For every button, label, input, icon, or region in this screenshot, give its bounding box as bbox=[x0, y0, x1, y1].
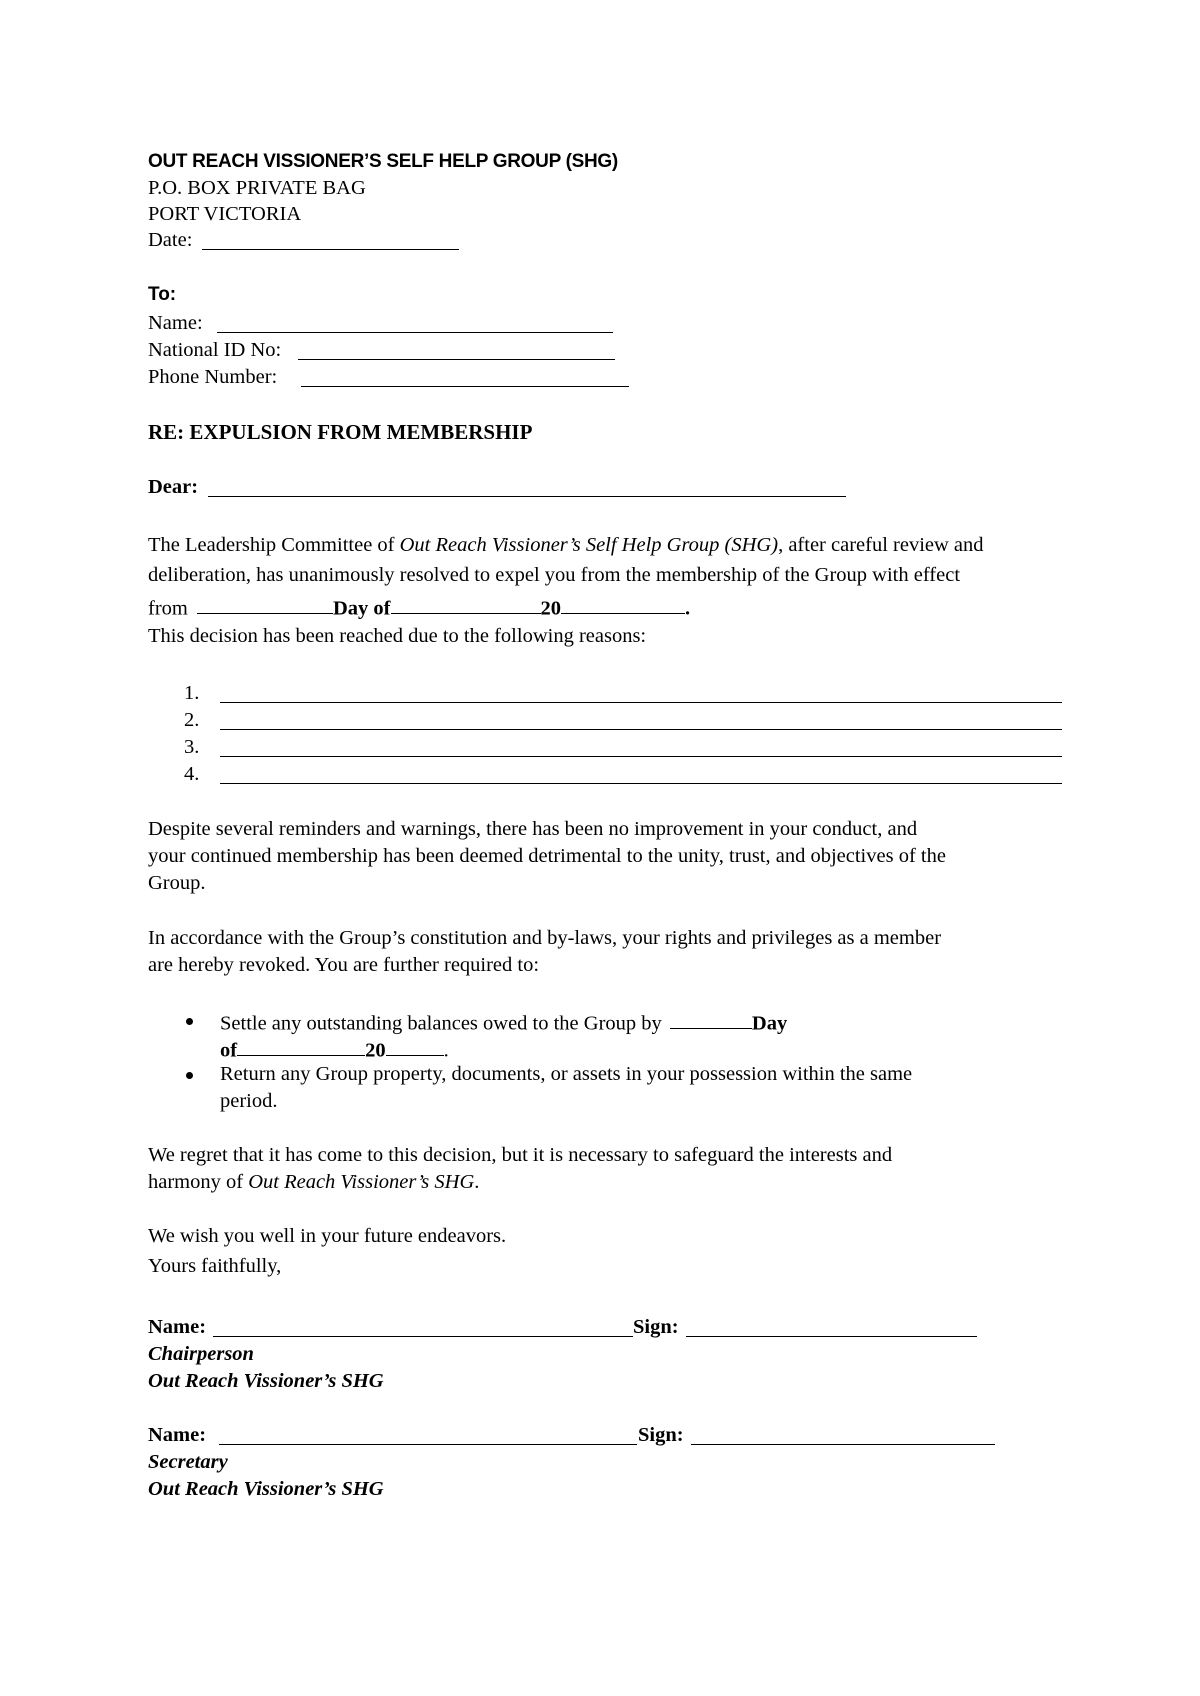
salutation-name-field[interactable] bbox=[208, 496, 846, 497]
reason-1-number: 1. bbox=[184, 682, 200, 704]
bullet-2-dot bbox=[186, 1072, 193, 1079]
paragraph-1-line-1: The Leadership Committee of Out Reach Vissioner’s Self Help Group (SHG), after careful review and bbox=[148, 534, 984, 556]
paragraph-6: We wish you well in your future endeavors. bbox=[148, 1225, 507, 1247]
reason-3-number: 3. bbox=[184, 736, 200, 758]
secretary-name-field[interactable] bbox=[219, 1444, 637, 1445]
chair-sign-field[interactable] bbox=[686, 1336, 977, 1337]
paragraph-5-line-2: harmony of Out Reach Vissioner’s SHG. bbox=[148, 1171, 480, 1193]
bullet-2-line-2: period. bbox=[220, 1090, 278, 1112]
effective-year-field[interactable] bbox=[561, 595, 685, 614]
recipient-name-label: Name: bbox=[148, 312, 203, 334]
org-name-italic: Out Reach Vissioner’s Self Help Group (SHG) bbox=[399, 534, 779, 556]
paragraph-3-line-2: your continued membership has been deemed detrimental to the unity, trust, and objectives of the bbox=[148, 845, 946, 867]
settle-year-field[interactable] bbox=[386, 1037, 444, 1056]
closing-line: Yours faithfully, bbox=[148, 1255, 282, 1277]
phone-label: Phone Number: bbox=[148, 366, 278, 388]
secretary-title: Secretary bbox=[148, 1451, 228, 1473]
reason-3-field[interactable] bbox=[220, 756, 1062, 757]
recipient-name-field[interactable] bbox=[217, 332, 613, 333]
date-label: Date: bbox=[148, 229, 193, 251]
secretary-org: Out Reach Vissioner’s SHG bbox=[148, 1478, 384, 1500]
paragraph-5-line-1: We regret that it has come to this decision, but it is necessary to safeguard the interests and bbox=[148, 1144, 893, 1166]
chair-title: Chairperson bbox=[148, 1343, 254, 1365]
date-field[interactable] bbox=[202, 249, 459, 250]
bullet-1-line-2: of 20 . bbox=[220, 1037, 449, 1061]
secretary-name-label: Name: bbox=[148, 1424, 207, 1446]
org-name: OUT REACH VISSIONER’S SELF HELP GROUP (SHG) bbox=[148, 151, 618, 172]
paragraph-3-line-1: Despite several reminders and warnings, there has been no improvement in your conduct, and bbox=[148, 818, 918, 840]
chair-sign-label: Sign: bbox=[633, 1316, 679, 1338]
paragraph-4-line-1: In accordance with the Group’s constitution and by-laws, your rights and privileges as a member bbox=[148, 927, 942, 949]
paragraph-4-line-2: are hereby revoked. You are further required to: bbox=[148, 954, 540, 976]
address-line-1: P.O. BOX PRIVATE BAG bbox=[148, 177, 366, 199]
settle-day-field[interactable] bbox=[670, 1010, 752, 1029]
reason-2-number: 2. bbox=[184, 709, 200, 731]
to-label: To: bbox=[148, 284, 177, 305]
secretary-sign-field[interactable] bbox=[691, 1444, 995, 1445]
chair-name-label: Name: bbox=[148, 1316, 207, 1338]
salutation-label: Dear: bbox=[148, 476, 199, 498]
address-line-2: PORT VICTORIA bbox=[148, 203, 302, 225]
national-id-label: National ID No: bbox=[148, 339, 282, 361]
bullet-1-line-1: Settle any outstanding balances owed to the Group by Day bbox=[220, 1010, 787, 1034]
chair-name-field[interactable] bbox=[213, 1336, 633, 1337]
paragraph-1-line-3: from Day of 20 . bbox=[148, 595, 690, 619]
subject-line: RE: EXPULSION FROM MEMBERSHIP bbox=[148, 420, 533, 444]
effective-month-field[interactable] bbox=[391, 595, 541, 614]
settle-month-field[interactable] bbox=[237, 1037, 365, 1056]
secretary-sign-label: Sign: bbox=[638, 1424, 684, 1446]
paragraph-2: This decision has been reached due to the following reasons: bbox=[148, 625, 647, 647]
chair-org: Out Reach Vissioner’s SHG bbox=[148, 1370, 384, 1392]
bullet-2-line-1: Return any Group property, documents, or assets in your possession within the same bbox=[220, 1063, 913, 1085]
paragraph-3-line-3: Group. bbox=[148, 872, 206, 894]
phone-field[interactable] bbox=[301, 386, 629, 387]
reason-2-field[interactable] bbox=[220, 729, 1062, 730]
reason-4-field[interactable] bbox=[220, 783, 1062, 784]
reason-1-field[interactable] bbox=[220, 702, 1062, 703]
reason-4-number: 4. bbox=[184, 763, 200, 785]
effective-day-field[interactable] bbox=[197, 595, 333, 614]
paragraph-1-line-2: deliberation, has unanimously resolved to expel you from the membership of the Group with effect bbox=[148, 564, 961, 586]
national-id-field[interactable] bbox=[298, 359, 615, 360]
bullet-1-dot bbox=[186, 1018, 193, 1025]
